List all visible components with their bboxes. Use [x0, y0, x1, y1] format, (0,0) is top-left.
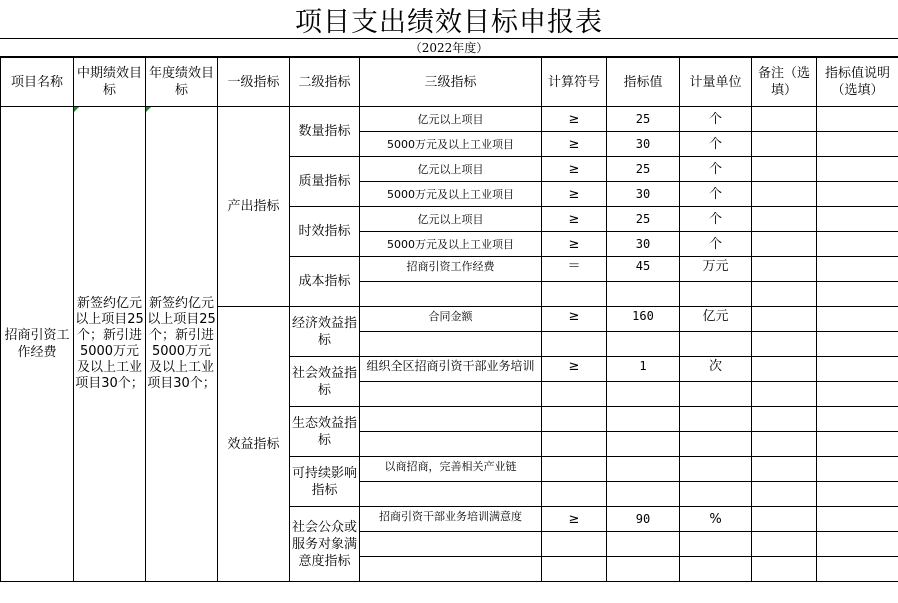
level2-social-cell[interactable]: 社会效益指标: [290, 357, 360, 407]
symbol-cell[interactable]: [542, 382, 607, 407]
year-label: （2022年度）: [0, 39, 898, 57]
symbol-cell[interactable]: ≥: [542, 207, 607, 232]
level3-cell[interactable]: [360, 332, 542, 357]
desc-cell[interactable]: [817, 382, 898, 407]
note-cell[interactable]: [752, 107, 817, 132]
unit-cell[interactable]: [680, 557, 752, 582]
symbol-cell[interactable]: [542, 532, 607, 557]
desc-cell[interactable]: [817, 532, 898, 557]
value-cell[interactable]: 30: [607, 232, 680, 257]
desc-cell[interactable]: [817, 457, 898, 482]
note-cell[interactable]: [752, 232, 817, 257]
symbol-cell[interactable]: ≥: [542, 182, 607, 207]
level3-cell[interactable]: [360, 407, 542, 432]
symbol-cell[interactable]: [542, 557, 607, 582]
value-cell[interactable]: [607, 332, 680, 357]
value-cell[interactable]: 30: [607, 132, 680, 157]
note-cell[interactable]: [752, 357, 817, 382]
value-cell[interactable]: 1: [607, 357, 680, 382]
table-row: [1, 107, 898, 132]
note-cell[interactable]: [752, 157, 817, 182]
unit-cell[interactable]: 个: [680, 182, 752, 207]
note-cell[interactable]: [752, 482, 817, 507]
note-cell[interactable]: [752, 132, 817, 157]
value-cell[interactable]: [607, 282, 680, 307]
level2-sustainable-cell[interactable]: 可持续影响指标: [290, 457, 360, 507]
project-name-cell[interactable]: 招商引资工作经费: [1, 107, 74, 582]
header-desc[interactable]: 指标值说明（选填）: [817, 58, 898, 107]
symbol-cell[interactable]: ≥: [542, 232, 607, 257]
header-unit[interactable]: 计量单位: [680, 58, 752, 107]
desc-cell[interactable]: [817, 282, 898, 307]
value-cell[interactable]: [607, 407, 680, 432]
symbol-cell[interactable]: [542, 432, 607, 457]
level2-economic-cell[interactable]: 经济效益指标: [290, 307, 360, 357]
header-midterm[interactable]: 中期绩效目标: [74, 58, 146, 107]
symbol-cell[interactable]: ≥: [542, 357, 607, 382]
level1-benefit-cell[interactable]: 效益指标: [218, 307, 290, 582]
level3-cell[interactable]: 5000万元及以上工业项目: [360, 132, 542, 157]
header-level1[interactable]: 一级指标: [218, 58, 290, 107]
note-cell[interactable]: [752, 332, 817, 357]
level3-cell[interactable]: [360, 432, 542, 457]
unit-cell[interactable]: 次: [680, 357, 752, 382]
desc-cell[interactable]: [817, 107, 898, 132]
unit-cell[interactable]: 个: [680, 132, 752, 157]
note-cell[interactable]: [752, 507, 817, 532]
unit-cell[interactable]: [680, 532, 752, 557]
desc-cell[interactable]: [817, 232, 898, 257]
level3-cell[interactable]: [360, 557, 542, 582]
level3-cell[interactable]: [360, 382, 542, 407]
unit-cell[interactable]: [680, 282, 752, 307]
level3-cell[interactable]: 合同金额: [360, 307, 542, 332]
unit-cell[interactable]: 个: [680, 207, 752, 232]
symbol-cell[interactable]: [542, 482, 607, 507]
unit-cell[interactable]: 个: [680, 107, 752, 132]
symbol-cell[interactable]: [542, 282, 607, 307]
note-cell[interactable]: [752, 407, 817, 432]
note-cell[interactable]: [752, 257, 817, 282]
value-cell[interactable]: 25: [607, 207, 680, 232]
note-cell[interactable]: [752, 207, 817, 232]
level3-cell[interactable]: 招商引资干部业务培训满意度: [360, 507, 542, 532]
header-level3[interactable]: 三级指标: [360, 58, 542, 107]
midterm-goal-cell[interactable]: 新签约亿元以上项目25个；新引进5000万元及以上工业项目30个；: [74, 107, 146, 582]
symbol-cell[interactable]: ≥: [542, 307, 607, 332]
level3-cell[interactable]: 5000万元及以上工业项目: [360, 232, 542, 257]
unit-cell[interactable]: [680, 457, 752, 482]
value-cell[interactable]: [607, 432, 680, 457]
note-cell[interactable]: [752, 282, 817, 307]
desc-cell[interactable]: [817, 257, 898, 282]
desc-cell[interactable]: [817, 357, 898, 382]
desc-cell[interactable]: [817, 157, 898, 182]
value-cell[interactable]: [607, 457, 680, 482]
unit-cell[interactable]: [680, 432, 752, 457]
level3-cell[interactable]: [360, 482, 542, 507]
note-cell[interactable]: [752, 532, 817, 557]
value-cell[interactable]: 30: [607, 182, 680, 207]
level3-cell[interactable]: 招商引资工作经费: [360, 257, 542, 282]
desc-cell[interactable]: [817, 407, 898, 432]
desc-cell[interactable]: [817, 332, 898, 357]
symbol-cell[interactable]: [542, 457, 607, 482]
desc-cell[interactable]: [817, 182, 898, 207]
symbol-cell[interactable]: ≥: [542, 507, 607, 532]
value-cell[interactable]: 25: [607, 157, 680, 182]
value-cell[interactable]: [607, 557, 680, 582]
value-cell[interactable]: [607, 482, 680, 507]
note-cell[interactable]: [752, 457, 817, 482]
symbol-cell[interactable]: ≥: [542, 132, 607, 157]
unit-cell[interactable]: [680, 332, 752, 357]
value-cell[interactable]: 45: [607, 257, 680, 282]
value-cell[interactable]: 25: [607, 107, 680, 132]
symbol-cell[interactable]: [542, 332, 607, 357]
note-cell[interactable]: [752, 182, 817, 207]
unit-cell[interactable]: 个: [680, 157, 752, 182]
unit-cell[interactable]: [680, 482, 752, 507]
value-cell[interactable]: 90: [607, 507, 680, 532]
unit-cell[interactable]: [680, 382, 752, 407]
sheet-title: 项目支出绩效目标申报表: [0, 0, 898, 39]
header-symbol[interactable]: 计算符号: [542, 58, 607, 107]
level3-cell[interactable]: 组织全区招商引资干部业务培训: [360, 357, 542, 382]
unit-cell[interactable]: 万元: [680, 257, 752, 282]
level3-cell[interactable]: 亿元以上项目: [360, 207, 542, 232]
unit-cell[interactable]: %: [680, 507, 752, 532]
level2-quantity-cell[interactable]: 数量指标: [290, 107, 360, 157]
desc-cell[interactable]: [817, 507, 898, 532]
level2-ecological-cell[interactable]: 生态效益指标: [290, 407, 360, 457]
desc-cell[interactable]: [817, 482, 898, 507]
desc-cell[interactable]: [817, 207, 898, 232]
header-project[interactable]: 项目名称: [1, 58, 74, 107]
value-cell[interactable]: [607, 532, 680, 557]
goal-table: [0, 57, 898, 582]
unit-cell[interactable]: [680, 407, 752, 432]
note-cell[interactable]: [752, 307, 817, 332]
desc-cell[interactable]: [817, 307, 898, 332]
unit-cell[interactable]: 亿元: [680, 307, 752, 332]
header-row: [1, 58, 898, 107]
value-cell[interactable]: [607, 382, 680, 407]
level3-cell[interactable]: 亿元以上项目: [360, 107, 542, 132]
desc-cell[interactable]: [817, 132, 898, 157]
level3-cell[interactable]: [360, 532, 542, 557]
symbol-cell[interactable]: ＝: [542, 257, 607, 282]
symbol-cell[interactable]: ≥: [542, 107, 607, 132]
level2-cost-cell[interactable]: 成本指标: [290, 257, 360, 307]
level1-output-cell[interactable]: 产出指标: [218, 107, 290, 307]
desc-cell[interactable]: [817, 432, 898, 457]
desc-cell[interactable]: [817, 557, 898, 582]
level3-cell[interactable]: 5000万元及以上工业项目: [360, 182, 542, 207]
level2-timeliness-cell[interactable]: 时效指标: [290, 207, 360, 257]
level2-quality-cell[interactable]: 质量指标: [290, 157, 360, 207]
header-level2[interactable]: 二级指标: [290, 58, 360, 107]
unit-cell[interactable]: 个: [680, 232, 752, 257]
header-annual[interactable]: 年度绩效目标: [146, 58, 218, 107]
symbol-cell[interactable]: ≥: [542, 157, 607, 182]
note-cell[interactable]: [752, 557, 817, 582]
symbol-cell[interactable]: [542, 407, 607, 432]
level3-cell[interactable]: [360, 282, 542, 307]
annual-goal-cell[interactable]: 新签约亿元以上项目25个；新引进5000万元及以上工业项目30个；: [146, 107, 218, 582]
level3-cell[interactable]: 亿元以上项目: [360, 157, 542, 182]
note-cell[interactable]: [752, 382, 817, 407]
note-cell[interactable]: [752, 432, 817, 457]
header-value[interactable]: 指标值: [607, 58, 680, 107]
value-cell[interactable]: 160: [607, 307, 680, 332]
level2-satisfaction-cell[interactable]: 社会公众或服务对象满意度指标: [290, 507, 360, 582]
level3-cell[interactable]: 以商招商，完善相关产业链: [360, 457, 542, 482]
header-note[interactable]: 备注（选填）: [752, 58, 817, 107]
